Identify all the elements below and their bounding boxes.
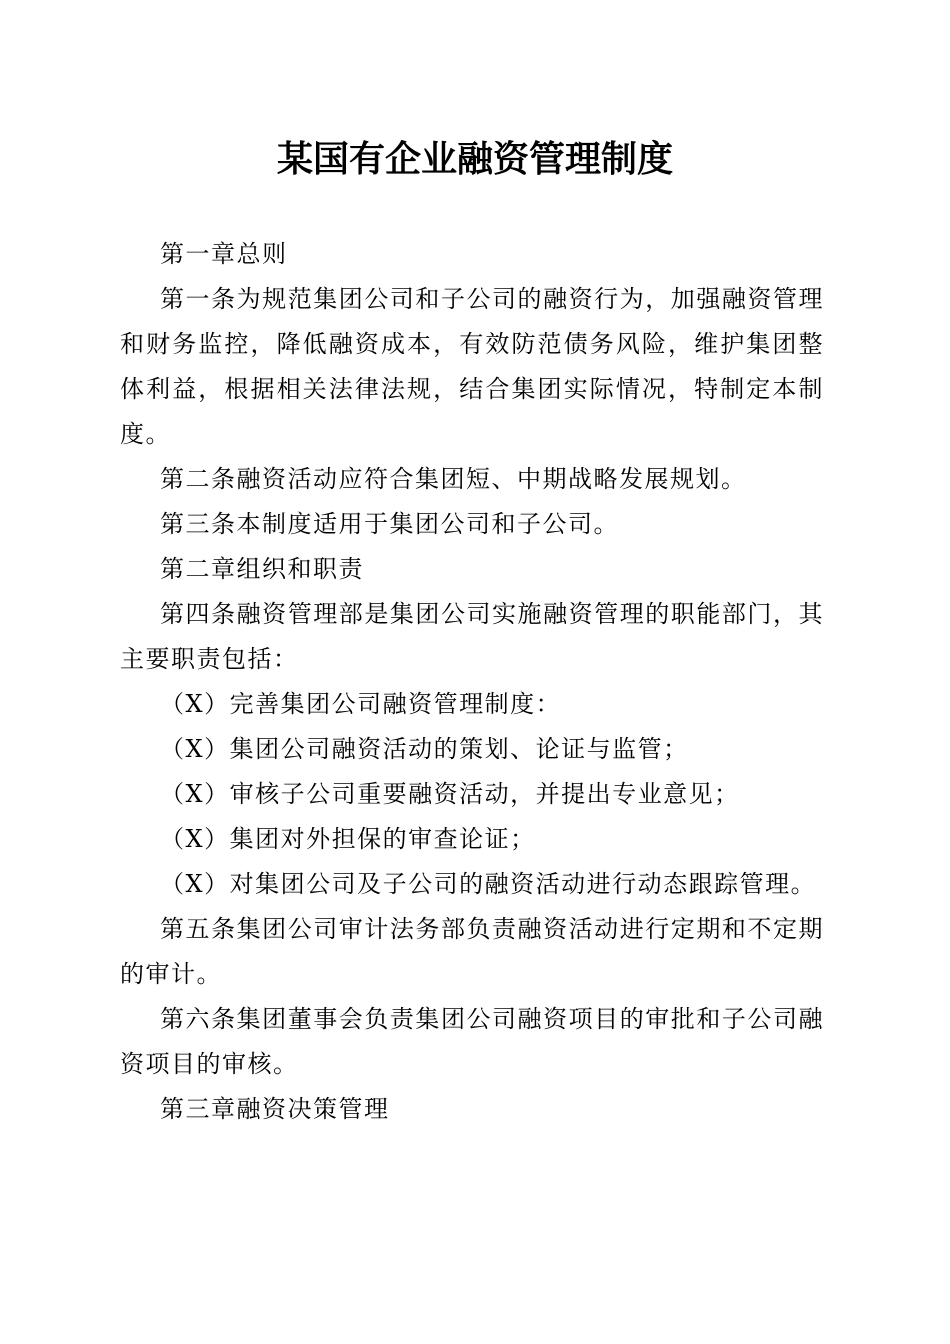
duty-item-4: （X）集团对外担保的审查论证；: [160, 825, 536, 853]
chapter-heading-2: 第二章组织和职责: [160, 555, 364, 583]
article-6: 第六条集团董事会负责集团公司融资项目的审批和子公司融资项目的审核。: [120, 1005, 824, 1078]
article-5: 第五条集团公司审计法务部负责融资活动进行定期和不定期的审计。: [120, 915, 824, 988]
duty-item-5: （X）对集团公司及子公司的融资活动进行动态跟踪管理。: [160, 870, 817, 898]
article-4: 第四条融资管理部是集团公司实施融资管理的职能部门，其主要职责包括：: [120, 600, 824, 673]
chapter-heading-1: 第一章总则: [160, 240, 288, 268]
duty-item-2: （X）集团公司融资活动的策划、论证与监管；: [160, 735, 689, 763]
article-1: 第一条为规范集团公司和子公司的融资行为，加强融资管理和财务监控，降低融资成本，有效防范债务风险，维护集团整体利益，根据相关法律法规，结合集团实际情况，特制定本制度。: [120, 285, 824, 448]
document-title: 某国有企业融资管理制度: [276, 138, 673, 180]
duty-item-1: （X）完善集团公司融资管理制度：: [160, 690, 562, 718]
article-2: 第二条融资活动应符合集团短、中期战略发展规划。: [160, 465, 747, 493]
chapter-heading-3: 第三章融资决策管理: [160, 1095, 390, 1123]
article-3: 第三条本制度适用于集团公司和子公司。: [160, 510, 619, 538]
duty-item-3: （X）审核子公司重要融资活动，并提出专业意见；: [160, 780, 740, 808]
document-body: [120, 232, 824, 1132]
